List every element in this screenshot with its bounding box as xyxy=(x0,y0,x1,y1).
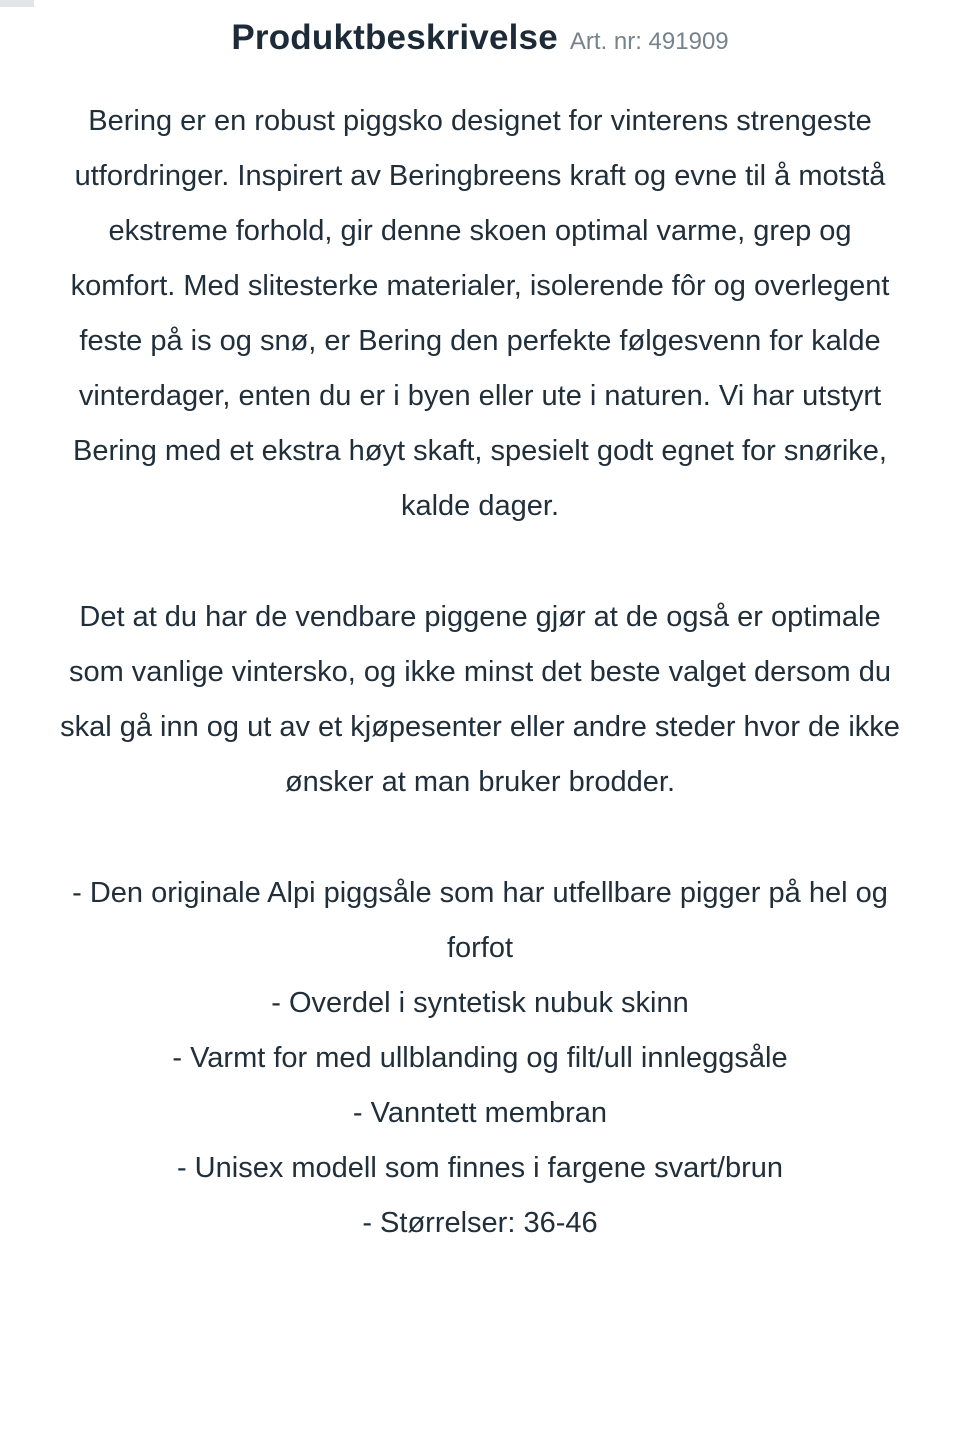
page-title: Produktbeskrivelse xyxy=(231,18,558,57)
screenshot-edge-artifact xyxy=(0,0,34,7)
feature-item: - Varmt for med ullblanding og filt/ull innleggsåle xyxy=(172,1042,788,1074)
feature-item: - Størrelser: 36-46 xyxy=(362,1207,598,1239)
description-paragraph: Bering er en robust piggsko designet for vinterens strengeste utfordringer. Inspirert av Beringbreens kraft og evne til å motstå ekstreme forhold, gir denne skoen optimal varme, grep og komfort. Med slitesterke materialer, isolerende fôr og overlegent feste på is og snø, er Bering den perfekte følgesvenn for kalde vinterdager, enten du er i byen eller ute i naturen. Vi har utstyrt Bering med et ekstra høyt skaft, spesielt godt egnet for snørike, kalde dager. xyxy=(70,105,890,522)
article-number: Art. nr: 491909 xyxy=(569,28,729,55)
product-description-header xyxy=(52,18,908,58)
feature-list xyxy=(57,866,903,1251)
feature-item: - Unisex modell som finnes i fargene svart/brun xyxy=(176,1152,784,1184)
description-paragraph: Det at du har de vendbare piggene gjør at de også er optimale som vanlige vintersko, og ikke minst det beste valget dersom du skal gå inn og ut av et kjøpesenter eller andre steder hvor de ikke ønsker at man bruker brodder. xyxy=(60,601,900,798)
product-description-body xyxy=(57,94,903,1251)
feature-item: - Vanntett membran xyxy=(352,1097,608,1129)
feature-item: - Den originale Alpi piggsåle som har utfellbare pigger på hel og forfot xyxy=(72,877,888,964)
feature-item: - Overdel i syntetisk nubuk skinn xyxy=(271,987,689,1019)
